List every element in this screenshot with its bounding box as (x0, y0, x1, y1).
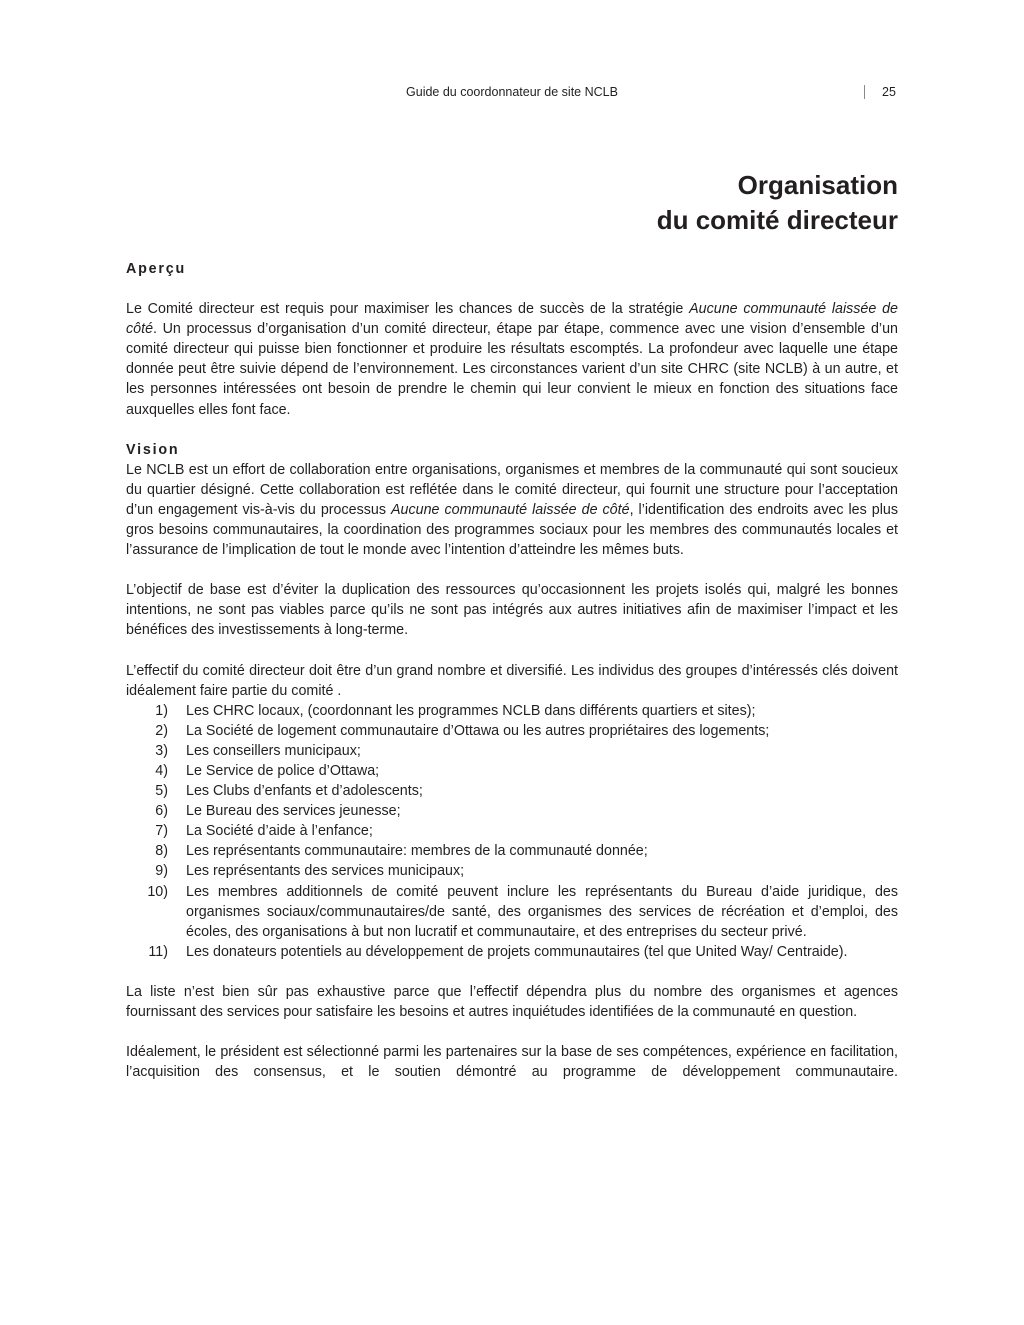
vision-text-b: , l’identification des endroits avec les plus gros besoins communautaires, la coordination des programmes sociaux pour les membres des communautés locales et l’assurance de l’implication de tout le monde avec l’intention d’atteindre les mêmes buts. (126, 501, 898, 559)
list-item-number: 5) (155, 783, 168, 800)
header-divider (864, 85, 865, 99)
list-item-text: Les membres additionnels de comité peuvent inclure les représentants du Bureau d’aide juridique, des organismes sociaux/communautaires/de santé, des organismes des services de récréation et d’emploi, des écoles, des organisations à but non lucratif et communautaire, et des entreprises du secteur privé. (186, 883, 898, 940)
list-item-text: La Société d’aide à l’enfance; (186, 823, 373, 840)
list-item-text: Les Clubs d’enfants et d’adolescents; (186, 783, 423, 800)
list-item-number: 9) (155, 863, 168, 880)
list-item-text: Le Service de police d’Ottawa; (186, 762, 380, 779)
vision-paragraph-4: La liste n’est bien sûr pas exhaustive parce que l’effectif dépendra plus du nombre des organismes et agences fournissant des services pour satisfaire les besoins et autres inquiétudes identifiées de la communauté en question. (126, 983, 898, 1020)
list-item (126, 721, 898, 741)
section-heading-vision: Vision (126, 441, 180, 458)
list-item (126, 861, 898, 881)
list-item (126, 942, 898, 962)
apercu-text-emphasis: Aucune communauté laissée de côté (126, 301, 898, 338)
list-item-text: La Société de logement communautaire d’Ottawa ou les autres propriétaires des logements; (186, 722, 770, 739)
list-item-text: Les représentants communautaire: membres de la communauté donnée; (186, 843, 648, 860)
list-item-number: 4) (155, 762, 168, 779)
list-item-number: 8) (155, 843, 168, 860)
vision-text-a: Le NCLB est un effort de collaboration entre organisations, organismes et membres de la communauté qui sont soucieux du quartier désigné. Cette collaboration est reflétée dans le comité directeur, qui fournit une structure pour l’acceptation d’un engagement vis-à-vis du processus (126, 461, 898, 518)
list-item-number: 3) (155, 742, 168, 759)
list-item (126, 761, 898, 781)
list-item (126, 821, 898, 841)
list-item (126, 801, 898, 821)
page-number: 25 (882, 85, 896, 99)
section-heading-apercu: Aperçu (126, 261, 187, 277)
list-item (126, 841, 898, 861)
vision-text-emphasis: Aucune communauté laissée de côté (391, 501, 630, 518)
page-title-line-1: Organisation (737, 170, 898, 200)
apercu-text-a: Le Comité directeur est requis pour maximiser les chances de succès de la stratégie (126, 301, 690, 318)
list-item-text: Les conseillers municipaux; (186, 742, 361, 759)
list-item-number: 10) (147, 883, 168, 900)
list-item-text: Les donateurs potentiels au développement de projets communautaires (tel que United Way/ Centraide). (186, 943, 848, 960)
guide-title: Guide du coordonnateur de site NCLB (406, 85, 618, 99)
running-header (0, 85, 1024, 103)
vision-paragraph-3: L’effectif du comité directeur doit être d’un grand nombre et diversifié. Les individus des groupes d’intéressés clés doivent idéalement faire partie du comité . (126, 662, 898, 699)
vision-paragraph-5: Idéalement, le président est sélectionné parmi les partenaires sur la base de ses compétences, expérience en facilitation, l’acquisition des consensus, et le soutien démontré au programme de développement communautaire. (126, 1044, 898, 1081)
list-item (126, 882, 898, 942)
list-item (126, 741, 898, 761)
list-item-number: 7) (155, 823, 168, 840)
committee-members-list (126, 701, 898, 962)
list-item (126, 781, 898, 801)
list-item-text: Le Bureau des services jeunesse; (186, 803, 401, 820)
list-item-number: 1) (155, 702, 168, 719)
list-item-number: 11) (148, 943, 168, 960)
page-title (657, 168, 898, 238)
page-title-line-2: du comité directeur (656, 205, 898, 235)
apercu-paragraph (126, 299, 898, 420)
list-item (126, 701, 898, 721)
list-item-text: Les CHRC locaux, (coordonnant les programmes NCLB dans différents quartiers et sites); (186, 702, 756, 719)
main-content (126, 259, 898, 1082)
list-item-number: 6) (155, 803, 168, 820)
list-item-text: Les représentants des services municipaux; (186, 863, 465, 880)
list-item-number: 2) (155, 722, 168, 739)
vision-paragraph-2: L’objectif de base est d’éviter la duplication des ressources qu’occasionnent les projets isolés qui, malgré les bonnes intentions, ne sont pas viables parce qu’ils ne sont pas intégrés aux autres initiatives afin de maximiser l’impact et les bénéfices des investissements à long-terme. (126, 582, 898, 639)
vision-paragraph-1 (126, 460, 898, 560)
apercu-text-b: . Un processus d’organisation d’un comité directeur, étape par étape, commence avec une vision d’ensemble d’un comité directeur qui puisse bien fonctionner et produire les résultats escomptés. La profondeur avec laquelle une étape donnée peut être suivie dépend de l’environnement. Les circonstances varient d’un site CHRC (site NCLB) à un autre, et les personnes intéressées ont besoin de prendre le chemin qui leur convient le mieux en fonction des situations face auxquelles elles font face. (126, 321, 898, 418)
